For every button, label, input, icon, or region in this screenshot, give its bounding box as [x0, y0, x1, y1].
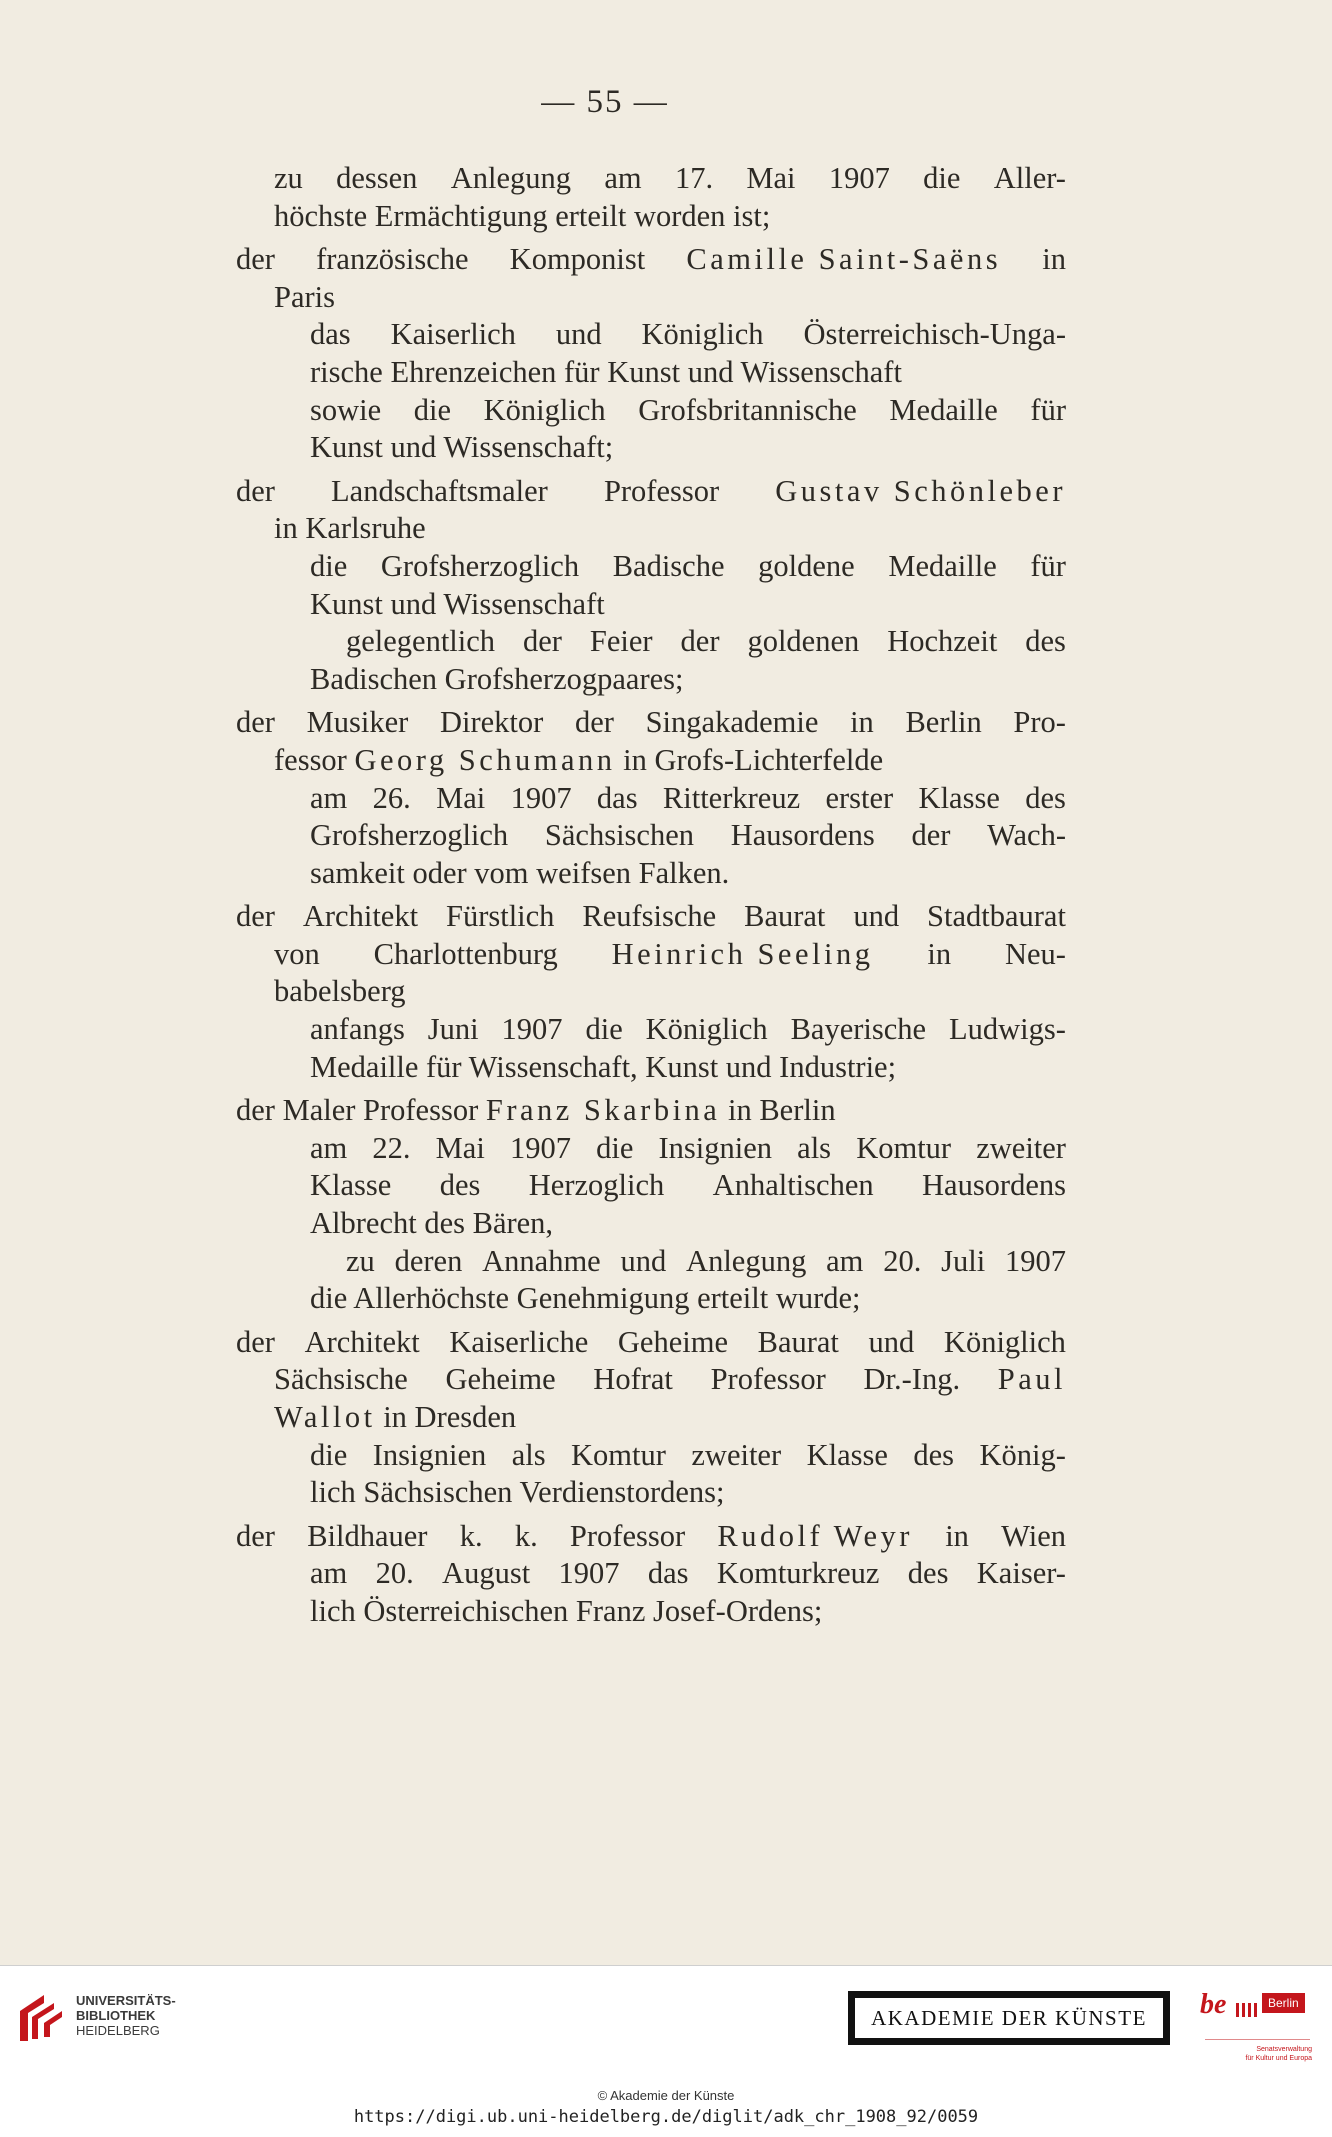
text-line: Kunst und Wissenschaft	[310, 586, 605, 621]
text-line: am 22. Mai 1907 die Insignien als Komtur zweiter	[310, 1130, 1066, 1165]
university-name	[76, 1993, 176, 2038]
berlin-subtitle	[1230, 2045, 1312, 2063]
text-line: die Insignien als Komtur zweiter Klasse des König-	[310, 1437, 1066, 1472]
text-line: Medaille für Wissenschaft, Kunst und Industrie;	[310, 1049, 897, 1084]
text-line: gelegentlich der Feier der goldenen Hochzeit des	[346, 624, 1066, 659]
berlin-subtitle-line-1: Senatsverwaltung	[1256, 2046, 1312, 2053]
footer-divider	[0, 1965, 1332, 1966]
text-line: am 20. August 1907 das Komturkreuz des Kaiser-	[310, 1556, 1066, 1591]
text-line: der Architekt Kaiserliche Geheime Baurat und Königlich	[236, 1324, 1066, 1359]
text-line: lich Sächsischen Verdienstordens;	[310, 1475, 725, 1510]
university-logo-icon	[10, 1991, 66, 2047]
university-line-2: BIBLIOTHEK	[76, 2008, 156, 2023]
text-line: Klasse des Herzoglich Anhaltischen Hausordens	[310, 1168, 1066, 1203]
text-line: die Grofsherzoglich Badische goldene Medaille für	[310, 548, 1066, 583]
text-line: lich Österreichischen Franz Josef-Ordens;	[310, 1593, 823, 1628]
text-line: Sächsische Geheime Hofrat Professor Dr.-Ing. Paul	[274, 1362, 1066, 1397]
text-line: höchste Ermächtigung erteilt worden ist;	[274, 198, 771, 233]
text-line: am 26. Mai 1907 das Ritterkreuz erster Klasse des	[310, 780, 1066, 815]
document-body	[236, 160, 1066, 1631]
footer	[0, 1965, 1332, 2137]
text-line: das Kaiserlich und Königlich Österreichisch-Unga-	[310, 317, 1066, 352]
berlin-box: Berlin	[1262, 1993, 1305, 2013]
text-line: die Allerhöchste Genehmigung erteilt wurde;	[310, 1281, 861, 1316]
berlin-subtitle-line-2: für Kultur und Europa	[1245, 2055, 1312, 2062]
university-line-3: HEIDELBERG	[76, 2023, 160, 2038]
text-line: Albrecht des Bären,	[310, 1206, 554, 1241]
text-line: zu dessen Anlegung am 17. Mai 1907 die Aller-	[274, 161, 1066, 195]
text-line: babelsberg	[274, 974, 406, 1009]
akademie-logo	[848, 1991, 1170, 2045]
berlin-logo	[1200, 1989, 1312, 2079]
text-line: Grofsherzoglich Sächsischen Hausordens der Wach-	[310, 818, 1066, 853]
text-line: der französische Komponist Camille Saint-Saëns in	[236, 242, 1066, 277]
page-number: — 55 —	[541, 84, 669, 120]
text-line: rische Ehrenzeichen für Kunst und Wissenschaft	[310, 354, 902, 389]
copyright: © Akademie der Künste	[597, 2088, 735, 2103]
akademie-label: AKADEMIE DER KÜNSTE	[855, 1998, 1163, 2038]
text-line: Paris	[274, 279, 335, 314]
text-line: fessor Georg Schumann in Grofs-Lichterfelde	[274, 742, 884, 777]
text-line: sowie die Königlich Grofsbritannische Medaille für	[310, 392, 1066, 427]
text-line: Wallot in Dresden	[274, 1400, 517, 1434]
university-line-1: UNIVERSITÄTS-	[76, 1993, 176, 2008]
permalink-url[interactable]: https://digi.ub.uni-heidelberg.de/diglit/adk_chr_1908_92/0059	[353, 2107, 979, 2127]
text-line: der Maler Professor Franz Skarbina in Berlin	[236, 1093, 836, 1128]
berlin-be-mark: be	[1200, 1989, 1227, 2020]
berlin-divider	[1205, 2039, 1310, 2040]
text-line: anfangs Juni 1907 die Königlich Bayerische Ludwigs-	[310, 1012, 1066, 1047]
text-line: in Karlsruhe	[274, 511, 426, 546]
text-line: der Musiker Direktor der Singakademie in Berlin Pro-	[236, 705, 1066, 740]
text-line: zu deren Annahme und Anlegung am 20. Juli 1907	[346, 1243, 1066, 1278]
text-line: Kunst und Wissenschaft;	[310, 430, 614, 465]
text-line: der Bildhauer k. k. Professor Rudolf Weyr in Wien	[236, 1518, 1066, 1553]
text-line: von Charlottenburg Heinrich Seeling in Neu-	[274, 936, 1066, 971]
text-line: samkeit oder vom weifsen Falken.	[310, 855, 730, 890]
text-line: Badischen Grofsherzogpaares;	[310, 661, 684, 696]
text-line: der Architekt Fürstlich Reufsische Baurat und Stadtbaurat	[236, 899, 1066, 934]
berlin-bars-icon	[1236, 2003, 1260, 2017]
text-line: der Landschaftsmaler Professor Gustav Schönleber	[236, 473, 1066, 508]
